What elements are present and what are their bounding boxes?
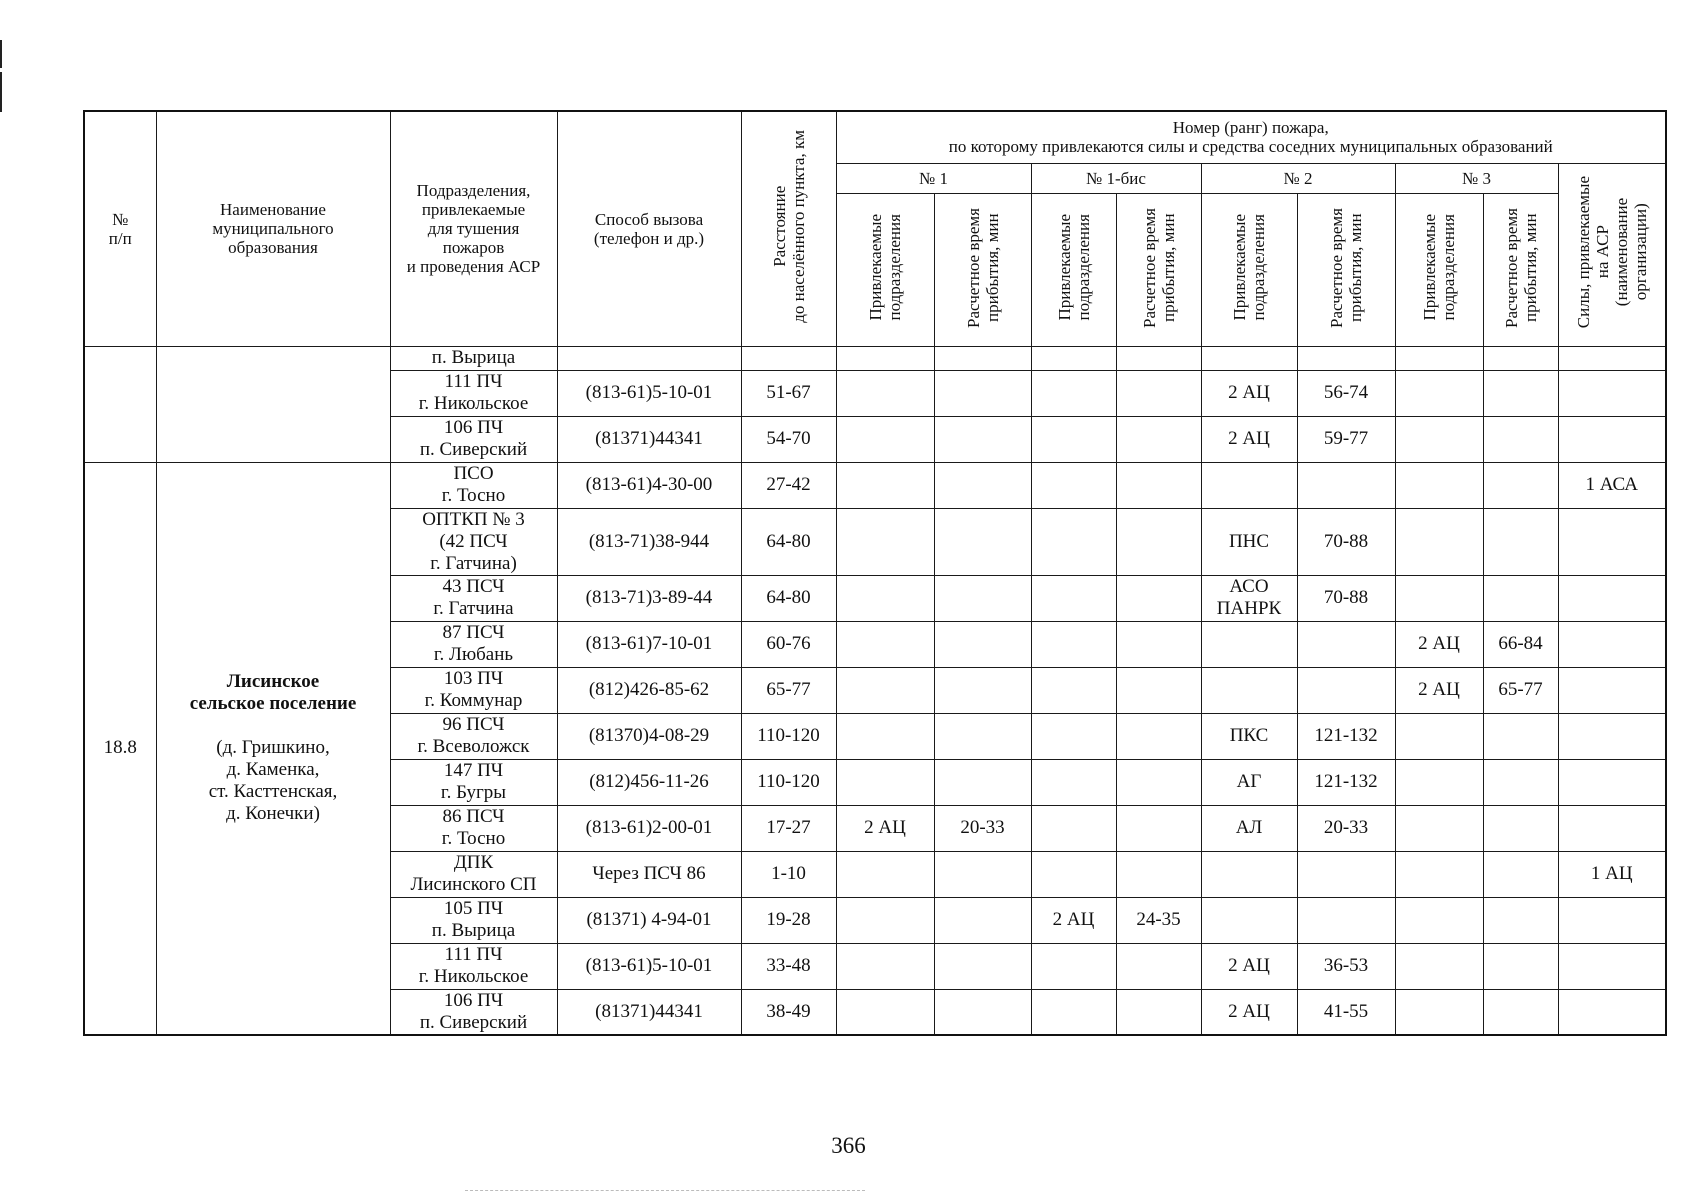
table-row: [84, 462, 1666, 508]
rank1-units-cell: [836, 989, 934, 1035]
rank2-time-cell: 36-53: [1297, 943, 1395, 989]
header-rank-1bis: № 1-бис: [1031, 163, 1201, 193]
call-cell: (813-71)3-89-44: [557, 575, 741, 621]
call-cell: (813-61)2-00-01: [557, 805, 741, 851]
rank1-time-cell: [934, 897, 1031, 943]
table-row: [84, 346, 1666, 370]
asr-cell: [1558, 416, 1666, 462]
rank2-units-cell: АЛ: [1201, 805, 1297, 851]
header-rank2-units: Привлекаемые подразделения: [1201, 193, 1297, 346]
rank2-units-cell: 2 АЦ: [1201, 943, 1297, 989]
rank1bis-time-cell: [1116, 508, 1201, 575]
rank1-units-cell: [836, 713, 934, 759]
distance-cell: 65-77: [741, 667, 836, 713]
unit-cell: 111 ПЧ г. Никольское: [390, 370, 557, 416]
unit-cell: 105 ПЧ п. Вырица: [390, 897, 557, 943]
asr-cell: [1558, 667, 1666, 713]
call-cell: (812)426-85-62: [557, 667, 741, 713]
header-rank2-time: Расчетное время прибытия, мин: [1297, 193, 1395, 346]
rank2-time-cell: [1297, 851, 1395, 897]
call-cell: (812)456-11-26: [557, 759, 741, 805]
rank1-units-cell: 2 АЦ: [836, 805, 934, 851]
rank1bis-time-cell: [1116, 667, 1201, 713]
rank1-units-cell: [836, 621, 934, 667]
rank1-time-cell: [934, 943, 1031, 989]
call-cell: (813-61)5-10-01: [557, 370, 741, 416]
asr-cell: [1558, 897, 1666, 943]
header-rank-3: № 3: [1395, 163, 1558, 193]
asr-cell: [1558, 943, 1666, 989]
rank1-units-cell: [836, 851, 934, 897]
rank1bis-time-cell: [1116, 621, 1201, 667]
rank3-units-cell: [1395, 805, 1483, 851]
rank3-units-cell: [1395, 851, 1483, 897]
rank1bis-units-cell: [1031, 759, 1116, 805]
header-rank1-units: Привлекаемые подразделения: [836, 193, 934, 346]
rank2-time-cell: [1297, 667, 1395, 713]
rank2-units-cell: ПКС: [1201, 713, 1297, 759]
rank3-time-cell: [1483, 851, 1558, 897]
header-distance: Расстояние до населённого пункта, км: [741, 111, 836, 346]
unit-cell: п. Вырица: [390, 346, 557, 370]
rank1-time-cell: [934, 575, 1031, 621]
asr-cell: [1558, 713, 1666, 759]
header-asr-forces: Силы, привлекаемые на АСР (наименование организации): [1558, 163, 1666, 346]
rank3-time-cell: [1483, 897, 1558, 943]
distance-cell: 51-67: [741, 370, 836, 416]
rank3-time-cell: 65-77: [1483, 667, 1558, 713]
rank2-time-cell: 20-33: [1297, 805, 1395, 851]
header-rank1bis-units: Привлекаемые подразделения: [1031, 193, 1116, 346]
rank2-time-cell: [1297, 897, 1395, 943]
rank1-units-cell: [836, 416, 934, 462]
asr-cell: [1558, 805, 1666, 851]
rank3-time-cell: [1483, 943, 1558, 989]
rank1bis-time-cell: 24-35: [1116, 897, 1201, 943]
prev-number-cell: [84, 346, 156, 462]
call-cell: (81371)44341: [557, 989, 741, 1035]
footer-line: [465, 1190, 865, 1191]
rank1bis-time-cell: [1116, 989, 1201, 1035]
rank1-time-cell: [934, 416, 1031, 462]
rank3-time-cell: [1483, 713, 1558, 759]
rank1bis-time-cell: [1116, 713, 1201, 759]
unit-cell: 103 ПЧ г. Коммунар: [390, 667, 557, 713]
rank1bis-time-cell: [1116, 851, 1201, 897]
header-municipality: Наименование муниципального образования: [156, 111, 390, 346]
rank1bis-time-cell: [1116, 805, 1201, 851]
distance-cell: 110-120: [741, 759, 836, 805]
rank1bis-units-cell: [1031, 943, 1116, 989]
call-cell: (81370)4-08-29: [557, 713, 741, 759]
unit-cell: 43 ПСЧ г. Гатчина: [390, 575, 557, 621]
rank3-time-cell: [1483, 989, 1558, 1035]
distance-cell: 110-120: [741, 713, 836, 759]
distance-cell: 64-80: [741, 508, 836, 575]
rank3-units-cell: [1395, 989, 1483, 1035]
rank3-time-cell: [1483, 370, 1558, 416]
rank1-time-cell: [934, 667, 1031, 713]
rank1-units-cell: [836, 667, 934, 713]
rank1bis-units-cell: [1031, 713, 1116, 759]
unit-cell: 111 ПЧ г. Никольское: [390, 943, 557, 989]
call-cell: Через ПСЧ 86: [557, 851, 741, 897]
rank2-time-cell: 56-74: [1297, 370, 1395, 416]
rank3-units-cell: [1395, 416, 1483, 462]
rank3-time-cell: [1483, 805, 1558, 851]
rank1-time-cell: [934, 713, 1031, 759]
unit-cell: 106 ПЧ п. Сиверский: [390, 989, 557, 1035]
rank1-units-cell: [836, 897, 934, 943]
rank2-units-cell: 2 АЦ: [1201, 370, 1297, 416]
rank3-units-cell: 2 АЦ: [1395, 621, 1483, 667]
rank3-time-cell: [1483, 416, 1558, 462]
unit-cell: ОПТКП № 3 (42 ПСЧ г. Гатчина): [390, 508, 557, 575]
rank2-time-cell: 59-77: [1297, 416, 1395, 462]
table-body: [84, 346, 1666, 1035]
rank2-units-cell: [1201, 851, 1297, 897]
rank1bis-units-cell: [1031, 416, 1116, 462]
rank3-time-cell: 66-84: [1483, 621, 1558, 667]
rank2-time-cell: 70-88: [1297, 575, 1395, 621]
municipality-name: Лисинское сельское поселение: [189, 671, 357, 715]
distance-cell: 19-28: [741, 897, 836, 943]
rank2-time-cell: 121-132: [1297, 759, 1395, 805]
rank1bis-time-cell: [1116, 759, 1201, 805]
asr-cell: [1558, 989, 1666, 1035]
asr-cell: [1558, 508, 1666, 575]
rank1-time-cell: [934, 759, 1031, 805]
rank2-units-cell: ПНС: [1201, 508, 1297, 575]
rank2-units-cell: АСО ПАНРК: [1201, 575, 1297, 621]
unit-cell: 106 ПЧ п. Сиверский: [390, 416, 557, 462]
rank1bis-units-cell: [1031, 989, 1116, 1035]
rank2-units-cell: АГ: [1201, 759, 1297, 805]
asr-cell: 1 АСА: [1558, 462, 1666, 508]
rank1bis-units-cell: [1031, 667, 1116, 713]
header-units: Подразделения, привлекаемые для тушения пожаров и проведения АСР: [390, 111, 557, 346]
header-rank-1: № 1: [836, 163, 1031, 193]
rank2-time-cell: [1297, 462, 1395, 508]
page-number: 366: [831, 1133, 866, 1158]
distance-cell: 54-70: [741, 416, 836, 462]
rank1-time-cell: [934, 851, 1031, 897]
unit-cell: 86 ПСЧ г. Тосно: [390, 805, 557, 851]
rank1bis-time-cell: [1116, 575, 1201, 621]
distance-cell: 60-76: [741, 621, 836, 667]
rank2-time-cell: 41-55: [1297, 989, 1395, 1035]
rank1-time-cell: 20-33: [934, 805, 1031, 851]
distance-cell: 1-10: [741, 851, 836, 897]
rank2-units-cell: [1201, 667, 1297, 713]
rank3-units-cell: [1395, 943, 1483, 989]
distance-cell: 38-49: [741, 989, 836, 1035]
unit-cell: 87 ПСЧ г. Любань: [390, 621, 557, 667]
rank1-units-cell: [836, 370, 934, 416]
rank3-units-cell: [1395, 759, 1483, 805]
header-call-method: Способ вызова (телефон и др.): [557, 111, 741, 346]
fire-forces-table: [83, 110, 1667, 1036]
scan-edge-mark: [0, 72, 2, 112]
rank1bis-units-cell: [1031, 462, 1116, 508]
unit-cell: 147 ПЧ г. Бугры: [390, 759, 557, 805]
rank1-units-cell: [836, 462, 934, 508]
asr-cell: [1558, 370, 1666, 416]
rank1-time-cell: [934, 989, 1031, 1035]
rank1-units-cell: [836, 575, 934, 621]
rank1-time-cell: [934, 508, 1031, 575]
rank1bis-units-cell: 2 АЦ: [1031, 897, 1116, 943]
rank1bis-units-cell: [1031, 508, 1116, 575]
asr-cell: 1 АЦ: [1558, 851, 1666, 897]
rank1bis-units-cell: [1031, 621, 1116, 667]
header-number: № п/п: [84, 111, 156, 346]
call-cell: (813-61)4-30-00: [557, 462, 741, 508]
rank3-units-cell: [1395, 370, 1483, 416]
header-rank3-units: Привлекаемые подразделения: [1395, 193, 1483, 346]
rank3-units-cell: [1395, 575, 1483, 621]
rank1bis-units-cell: [1031, 805, 1116, 851]
rank1-time-cell: [934, 370, 1031, 416]
rank3-units-cell: [1395, 462, 1483, 508]
header-rank1bis-time: Расчетное время прибытия, мин: [1116, 193, 1201, 346]
municipality-places: (д. Гришкино, д. Каменка, ст. Касттенская, д. Конечки): [208, 737, 338, 825]
table-header: [84, 111, 1666, 346]
rank1-units-cell: [836, 759, 934, 805]
rank3-time-cell: [1483, 508, 1558, 575]
rank3-units-cell: [1395, 897, 1483, 943]
header-rank-title: Номер (ранг) пожара, по которому привлекаются силы и средства соседних муниципальных образований: [836, 111, 1666, 163]
distance-cell: 33-48: [741, 943, 836, 989]
rank1bis-units-cell: [1031, 370, 1116, 416]
call-cell: (813-61)7-10-01: [557, 621, 741, 667]
rank2-time-cell: 70-88: [1297, 508, 1395, 575]
unit-cell: 96 ПСЧ г. Всеволожск: [390, 713, 557, 759]
distance-cell: 64-80: [741, 575, 836, 621]
rank1bis-time-cell: [1116, 416, 1201, 462]
header-rank3-time: Расчетное время прибытия, мин: [1483, 193, 1558, 346]
rank3-time-cell: [1483, 575, 1558, 621]
rank2-units-cell: [1201, 462, 1297, 508]
rank1bis-time-cell: [1116, 370, 1201, 416]
rank2-units-cell: 2 АЦ: [1201, 989, 1297, 1035]
rank1-units-cell: [836, 943, 934, 989]
rank1-time-cell: [934, 621, 1031, 667]
unit-cell: ПСО г. Тосно: [390, 462, 557, 508]
rank3-time-cell: [1483, 759, 1558, 805]
call-cell: (813-71)38-944: [557, 508, 741, 575]
rank1bis-time-cell: [1116, 943, 1201, 989]
rank2-units-cell: 2 АЦ: [1201, 416, 1297, 462]
rank1-time-cell: [934, 462, 1031, 508]
rank1bis-time-cell: [1116, 462, 1201, 508]
header-rank1-time: Расчетное время прибытия, мин: [934, 193, 1031, 346]
asr-cell: [1558, 575, 1666, 621]
distance-cell: 17-27: [741, 805, 836, 851]
rank3-units-cell: [1395, 508, 1483, 575]
rank1bis-units-cell: [1031, 575, 1116, 621]
rank2-units-cell: [1201, 621, 1297, 667]
rank2-time-cell: 121-132: [1297, 713, 1395, 759]
asr-cell: [1558, 759, 1666, 805]
header-rank-2: № 2: [1201, 163, 1395, 193]
rank3-units-cell: [1395, 713, 1483, 759]
distance-cell: 27-42: [741, 462, 836, 508]
scan-edge-mark: [0, 40, 2, 68]
rank1bis-units-cell: [1031, 851, 1116, 897]
prev-municipality-cell: [156, 346, 390, 462]
call-cell: (81371)44341: [557, 416, 741, 462]
section-number: 18.8: [84, 462, 156, 1035]
call-cell: (813-61)5-10-01: [557, 943, 741, 989]
rank3-time-cell: [1483, 462, 1558, 508]
rank1-units-cell: [836, 508, 934, 575]
municipality-cell: [156, 462, 390, 1035]
rank2-time-cell: [1297, 621, 1395, 667]
unit-cell: ДПК Лисинского СП: [390, 851, 557, 897]
rank3-units-cell: 2 АЦ: [1395, 667, 1483, 713]
asr-cell: [1558, 621, 1666, 667]
rank2-units-cell: [1201, 897, 1297, 943]
call-cell: (81371) 4-94-01: [557, 897, 741, 943]
